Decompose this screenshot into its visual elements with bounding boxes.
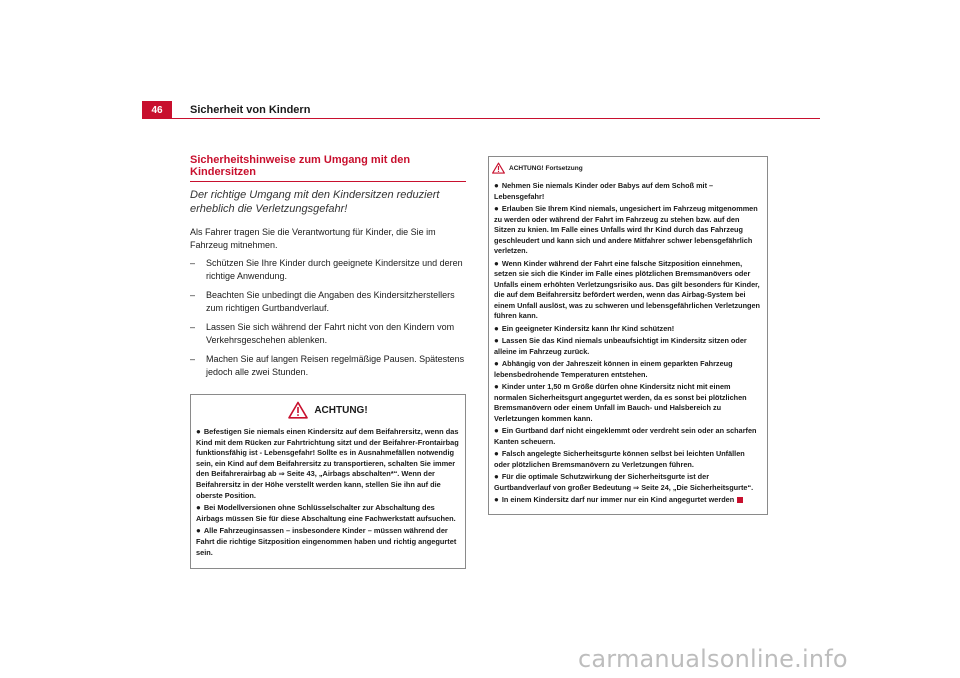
warning-item: ● Alle Fahrzeuginsassen – insbesondere Kinder – müssen während der Fahrt die richtige Sitzposition eingenommen haben und richtig angegurtet sein.: [196, 526, 457, 557]
warning-item: ● In einem Kindersitz darf nur immer nur ein Kind angegurtet werden: [494, 495, 762, 506]
bullet-icon: ●: [494, 359, 499, 368]
warning-item: ● Für die optimale Schutzwirkung der Sicherheitsgurte ist der Gurtbandverlauf von großer Bedeutung ⇒ Seite 24, „Die Sicherheitsgurte“.: [494, 472, 754, 492]
page-number: 46: [151, 104, 163, 116]
bullet-icon: ●: [494, 472, 499, 481]
bullet-icon: ●: [494, 495, 499, 504]
instruction-list: [190, 257, 466, 378]
warning-header: [191, 401, 465, 419]
bullet-icon: ●: [494, 323, 499, 333]
bullet-icon: ●: [196, 526, 201, 536]
end-of-section-mark-icon: [737, 497, 743, 503]
header-rule: [172, 118, 820, 119]
warning-triangle-icon: [492, 162, 505, 174]
bullet-icon: ●: [196, 503, 201, 513]
warning-box: [190, 394, 466, 569]
page-number-badge: [142, 101, 172, 119]
left-column: [190, 154, 466, 569]
bullet-icon: ●: [494, 382, 499, 391]
warning-item: ● Wenn Kinder während der Fahrt eine falsche Sitzposition einnehmen, setzen sie sich die Kinder im Falle eines plötzlichen Bremsmanövers oder Unfalls einem erhöhten Verletzungsrisiko aus. Das gilt besonders für Kinder, die auf dem Beifahrersitz befördert werden, wenn das Airbag-System bei einem Unfall auslöst, was zu schweren und lebensgefährlichen Verletzungen führen kann.: [494, 258, 760, 320]
bullet-icon: ●: [494, 181, 499, 190]
warning-item: ● Lassen Sie das Kind niemals unbeaufsichtigt im Kindersitz sitzen oder alleine im Fahrzeug zurück.: [494, 336, 747, 356]
bullet-icon: ●: [494, 204, 499, 213]
section-subtitle: Der richtige Umgang mit den Kindersitzen reduziert erheblich die Verletzungsgefahr!: [190, 189, 440, 215]
section-title: Sicherheitshinweise zum Umgang mit den Kindersitzen: [190, 154, 466, 182]
running-title: Sicherheit von Kindern: [190, 104, 311, 116]
list-item: – Machen Sie auf langen Reisen regelmäßige Pausen. Spätestens jedoch alle zwei Stunden.: [190, 353, 466, 378]
warning-continued-body: [489, 181, 767, 506]
warning-title: ACHTUNG!: [314, 404, 368, 416]
list-item: – Beachten Sie unbedingt die Angaben des Kindersitzherstellers zum richtigen Gurtbandverlauf.: [190, 289, 466, 314]
bullet-icon: ●: [494, 426, 499, 435]
bullet-icon: ●: [196, 427, 201, 436]
warning-item: ● Abhängig von der Jahreszeit können in einem geparkten Fahrzeug lebensbedrohende Temperaturen entstehen.: [494, 359, 733, 379]
intro-paragraph: Als Fahrer tragen Sie die Verantwortung für Kinder, die Sie im Fahrzeug mitnehmen.: [190, 227, 436, 250]
bullet-icon: ●: [494, 449, 499, 458]
bullet-icon: ●: [494, 336, 499, 345]
warning-item: ● Erlauben Sie Ihrem Kind niemals, ungesichert im Fahrzeug mitgenommen zu werden oder während der Fahrt im Fahrzeug zu stehen bzw. auf den Sitzen zu knien. Im Falle eines Unfalls wird Ihr Kind durch das Fahrzeug geschleudert und kann sich und andere Mitfahrer schwer lebensgefährlich verletzen.: [494, 204, 758, 255]
warning-continued-box: [488, 156, 768, 515]
list-item: – Lassen Sie sich während der Fahrt nicht von den Kindern vom Verkehrsgeschehen ablenken.: [190, 321, 466, 346]
list-item: – Schützen Sie Ihre Kinder durch geeignete Kindersitze und deren richtige Anwendung.: [190, 257, 466, 282]
bullet-icon: ●: [494, 258, 499, 268]
warning-item: ● Bei Modellversionen ohne Schlüsselschalter zur Abschaltung des Airbags müssen Sie für diese Abschaltung eine Fachwerkstatt aufsuchen.: [196, 503, 456, 523]
warning-continued-title: ACHTUNG! Fortsetzung: [509, 164, 583, 172]
warning-body: [191, 427, 465, 558]
warning-item: ● Falsch angelegte Sicherheitsgurte können selbst bei leichten Unfällen oder plötzlichen Bremsmanövern zu Verletzungen führen.: [494, 449, 745, 469]
warning-item: ● Befestigen Sie niemals einen Kindersitz auf dem Beifahrersitz, wenn das Kind mit dem Rücken zur Fahrtrichtung sitzt und der Beifahrer-Frontairbag funktionsfähig ist - Lebensgefahr! Sollte es in Ausnahmefällen notwendig sein, ein Kind auf dem Beifahrersitz zu transportieren, schalten Sie immer den Beifahrerairbag ab ⇒ Seite 43, „Airbags abschalten*“. Wenn der Beifahrersitz in der Höhe verstellt werden kann, stellen Sie ihn auf die oberste Position.: [196, 427, 459, 500]
warning-item: ● Nehmen Sie niemals Kinder oder Babys auf dem Schoß mit – Lebensgefahr!: [494, 181, 714, 201]
warning-item: ● Ein Gurtband darf nicht eingeklemmt oder verdreht sein oder an scharfen Kanten scheuern.: [494, 426, 757, 446]
warning-item: ● Kinder unter 1,50 m Größe dürfen ohne Kindersitz nicht mit einem normalen Sicherheitsgurt angegurtet werden, da es sonst bei plötzlichen Bremsmanövern oder einem Unfall im Bauch- und Halsbereich zu Verletzungen kommen kann.: [494, 382, 747, 423]
warning-item: ● Ein geeigneter Kindersitz kann Ihr Kind schützen!: [494, 323, 675, 333]
warning-triangle-icon: [288, 401, 308, 419]
warning-continued-header: [489, 162, 767, 174]
watermark: carmanualsonline.info: [578, 645, 848, 673]
